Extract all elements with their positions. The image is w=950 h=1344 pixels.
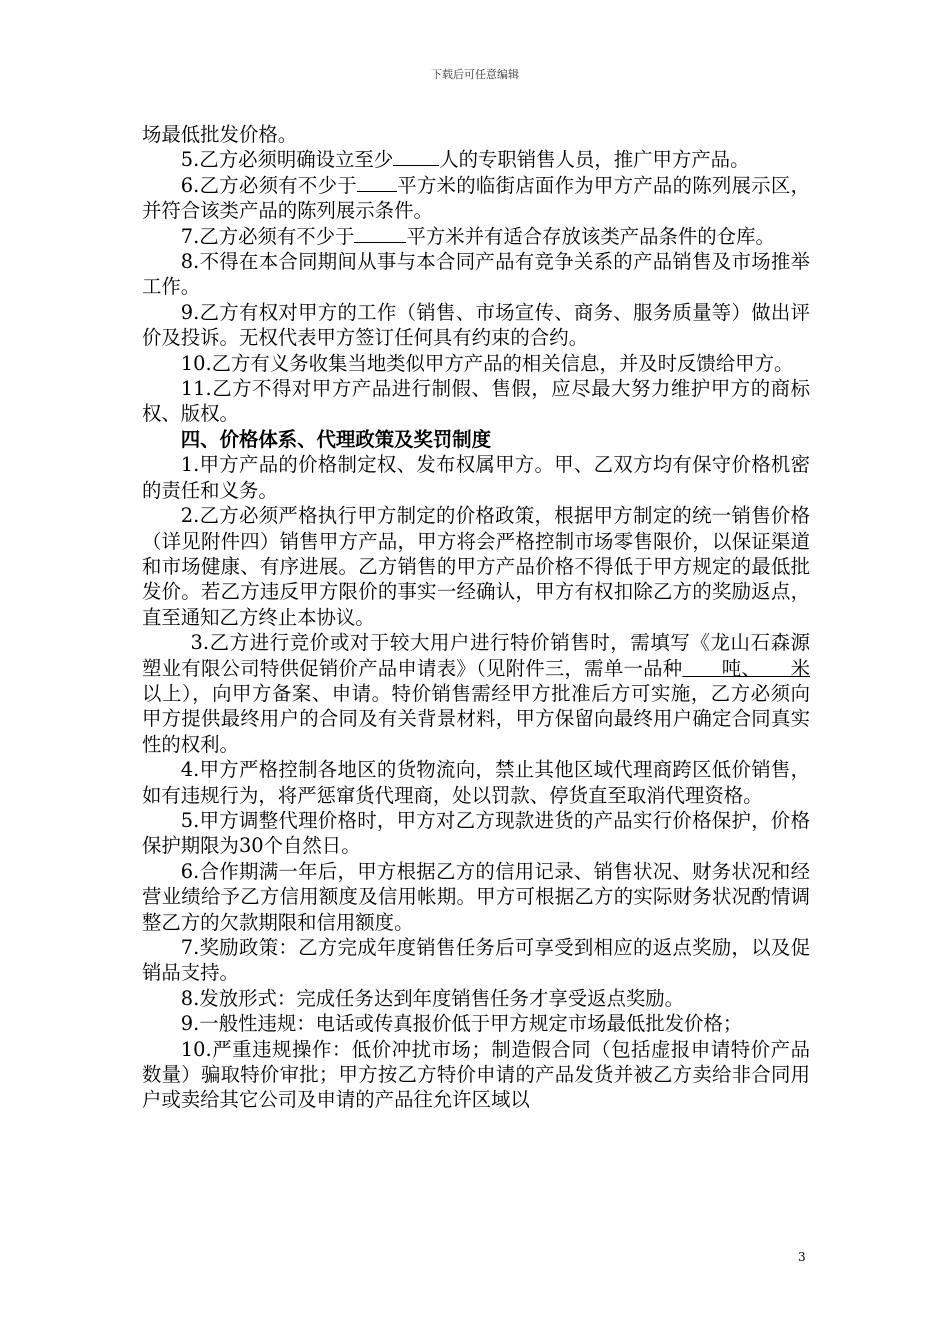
clause-4-4: 4.甲方严格控制各地区的货物流向，禁止其他区域代理商跨区低价销售，如有违规行为，将严惩窜货代理商，处以罚款、停货直至取消代理资格。	[142, 758, 810, 807]
clause-3-5: 5.乙方必须明确设立至少 人的专职销售人员，推广甲方产品。	[180, 148, 750, 172]
fill-blank[interactable]	[354, 224, 406, 243]
clause-4-7: 7.奖励政策：乙方完成年度销售任务后可享受到相应的返点奖励，以及促销品支持。	[142, 936, 810, 985]
section-heading: 四、价格体系、代理政策及奖罚制度	[180, 427, 492, 451]
clause-4-3: 3.乙方进行竞价或对于较大用户进行特价销售时，需填写《龙山石森源塑业有限公司特供促销价产品申请表》（见附件三，需单一品种 吨、 米以上），向甲方备案、申请。特价销售需经甲方批准后方可实施，乙方必须向甲方提供最终用户的合同及有关背景材料，甲方保留向最终用户确定合同真实性的权利。	[142, 631, 810, 756]
clause-4-5: 5.甲方调整代理价格时，甲方对乙方现款进货的产品实行价格保护，价格保护期限为30个自然日。	[142, 808, 810, 858]
clause-3-8: 8.不得在本合同期间从事与本合同产品有竞争关系的产品销售及市场推举工作。	[142, 250, 810, 299]
page-number: 3	[798, 1250, 806, 1264]
fill-blank-quantity[interactable]: 吨、 米	[682, 656, 810, 680]
clause-4-2: 2.乙方必须严格执行甲方制定的价格政策，根据甲方制定的统一销售价格（详见附件四）销售甲方产品，甲方将会严格控制市场零售限价，以保证渠道和市场健康、有序进展。乙方销售的甲方产品价格不得低于甲方规定的最低批发价。若乙方违反甲方限价的事实一经确认，甲方有权扣除乙方的奖励返点，直至通知乙方终止本协议。	[142, 504, 810, 629]
page-header: 下载后可任意编辑	[431, 68, 519, 81]
clause-4-6: 6.合作期满一年后，甲方根据乙方的信用记录、销售状况、财务状况和经营业绩给予乙方信用额度及信用帐期。甲方可根据乙方的实际财务状况酌情调整乙方的欠款期限和信用额度。	[142, 859, 810, 934]
clause-3-10: 10.乙方有义务收集当地类似甲方产品的相关信息，并及时反馈给甲方。	[180, 351, 794, 375]
fill-blank[interactable]	[393, 147, 439, 166]
clause-3-9: 9.乙方有权对甲方的工作（销售、市场宣传、商务、服务质量等）做出评价及投诉。无权代表甲方签订任何具有约束的合约。	[142, 300, 810, 350]
paragraph-continuation: 场最低批发价格。	[142, 123, 298, 146]
clause-4-10: 10.严重违规操作：低价冲扰市场；制造假合同（包括虚报申请特价产品数量）骗取特价审批；甲方按乙方特价申请的产品发货并被乙方卖给非合同用户或卖给其它公司及申请的产品往允许区域以	[142, 1037, 810, 1112]
clause-4-1: 1.甲方产品的价格制定权、发布权属甲方。甲、乙双方均有保守价格机密的责任和义务。	[142, 453, 810, 502]
clause-4-8: 8.发放形式：完成任务达到年度销售任务才享受返点奖励。	[180, 986, 685, 1010]
fill-blank[interactable]	[357, 173, 397, 192]
clause-4-9: 9.一般性违规：电话或传真报价低于甲方规定市场最低批发价格；	[180, 1012, 743, 1036]
clause-3-11: 11.乙方不得对甲方产品进行制假、售假，应尽最大努力维护甲方的商标权、版权。	[142, 377, 810, 426]
clause-3-6: 6.乙方必须有不少于 平方米的临街店面作为甲方产品的陈列展示区，并符合该类产品的陈列展示条件。	[142, 173, 810, 223]
clause-3-7: 7.乙方必须有不少于 平方米并有适合存放该类产品条件的仓库。	[180, 224, 775, 248]
document-body	[142, 122, 810, 1113]
